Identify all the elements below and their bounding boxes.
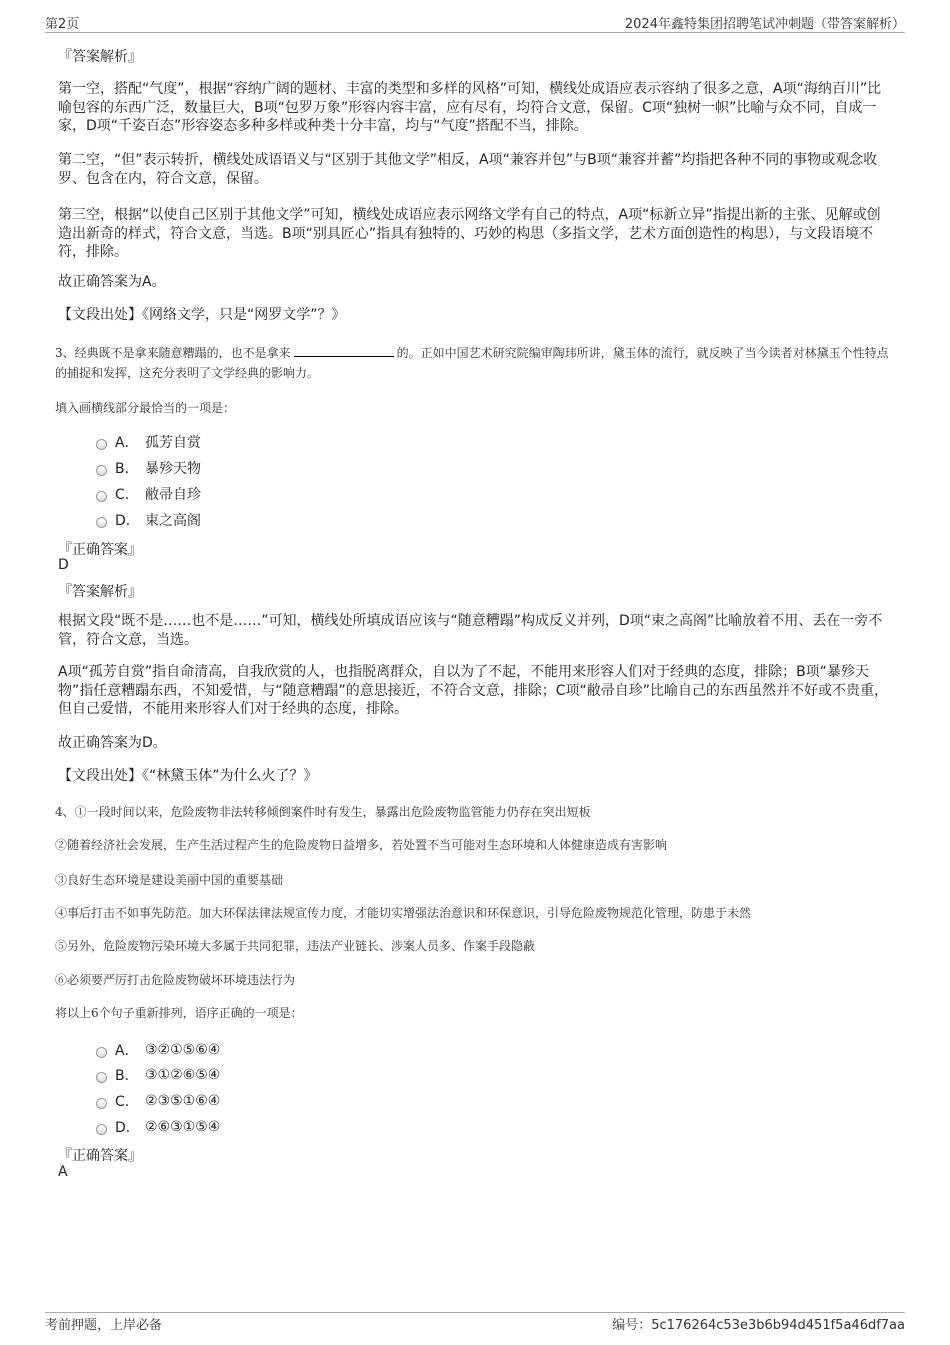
option-text: ②⑥③①⑤④ — [145, 1119, 221, 1135]
q3-option-c[interactable] — [96, 484, 201, 504]
option-letter: D． — [115, 1120, 140, 1136]
option-text: ③②①⑤⑥④ — [145, 1042, 221, 1058]
radio-icon[interactable] — [96, 465, 107, 476]
option-text: ③①②⑥⑤④ — [145, 1067, 221, 1083]
option-letter: C． — [115, 487, 139, 503]
document-code — [612, 1314, 905, 1333]
radio-icon[interactable] — [96, 517, 107, 528]
q3-option-a[interactable] — [96, 432, 201, 452]
option-text: ②③⑤①⑥④ — [145, 1093, 221, 1109]
q4-option-c[interactable] — [96, 1091, 220, 1111]
header-divider — [45, 32, 905, 33]
option-text: 束之高阁 — [145, 513, 201, 529]
answer-conclusion: 故正确答案为D。 — [58, 735, 167, 751]
source-citation: 【文段出处】《网络文学，只是“网罗文学”？》 — [58, 307, 346, 323]
option-letter: A． — [115, 435, 139, 451]
page-number: 第2页 — [45, 17, 80, 32]
q4-sentence: ⑥必须要严厉打击危险废物破坏环境违法行为 — [55, 973, 296, 987]
q4-sentence: ③良好生态环境是建设美丽中国的重要基础 — [55, 873, 284, 887]
option-letter: A． — [115, 1043, 139, 1059]
source-citation: 【文段出处】《“林黛玉体”为什么火了？》 — [58, 768, 318, 784]
analysis-paragraph: A项“孤芳自赏”指自命清高，自我欣赏的人，也指脱离群众，自以为了不起，不能用来形容人们对于经典的态度，排除；B项“暴殄天物”指任意糟蹋东西，不知爱惜，与“随意糟蹋”的意思接近，不符合文意，排除；C项“敝帚自珍”比喻自己的东西虽然并不好或不贵重，但自己爱惜，不能用来形容人们对于经典的态度，排除。 — [58, 664, 889, 717]
analysis-heading: 『答案解析』 — [58, 49, 142, 65]
option-text: 孤芳自赏 — [145, 435, 201, 451]
q4-sentence: 4、①一段时间以来，危险废物非法转移倾倒案件时有发生，暴露出危险废物监管能力仍存在突出短板 — [55, 805, 591, 819]
correct-answer-heading: 『正确答案』 — [58, 1148, 142, 1164]
option-text: 敝帚自珍 — [145, 487, 201, 503]
document-title: 2024年鑫特集团招聘笔试冲刺题（带答案解析） — [624, 17, 905, 32]
question-3-prompt: 填入画横线部分最恰当的一项是： — [55, 401, 236, 415]
option-text: 暴殄天物 — [145, 461, 201, 477]
q4-option-d[interactable] — [96, 1117, 220, 1137]
q4-option-b[interactable] — [96, 1065, 220, 1085]
radio-icon[interactable] — [96, 439, 107, 450]
analysis-paragraph: 第一空，搭配“气度”，根据“容纳广阔的题材、丰富的类型和多样的风格”可知，横线处成语应表示容纳了很多之意，A项“海纳百川”比喻包容的东西广泛，数量巨大，B项“包罗万象”形容内容丰富，应有尽有，均符合文意，保留。C项“独树一帜”比喻与众不同，自成一家，D项“千姿百态”形容姿态多种多样或种类十分丰富，均与“气度”搭配不当，排除。 — [58, 81, 882, 134]
option-letter: C． — [115, 1094, 139, 1110]
correct-answer: A — [58, 1164, 68, 1180]
code-label: 编号： — [612, 1318, 652, 1333]
radio-icon[interactable] — [96, 1047, 107, 1058]
analysis-paragraph: 第二空，“但”表示转折，横线处成语语义与“区别于其他文学”相反，A项“兼容并包”与B项“兼容并蓄”均指把各种不同的事物或观念收罗、包含在内，符合文意，保留。 — [58, 152, 878, 187]
q4-sentence: ⑤另外，危险废物污染环境大多属于共同犯罪，违法产业链长、涉案人员多、作案手段隐蔽 — [55, 939, 536, 953]
correct-answer: D — [58, 557, 69, 573]
radio-icon[interactable] — [96, 491, 107, 502]
footer-slogan: 考前押题，上岸必备 — [45, 1318, 163, 1333]
radio-icon[interactable] — [96, 1098, 107, 1109]
q4-option-a[interactable] — [96, 1040, 220, 1060]
option-letter: B． — [115, 461, 139, 477]
question-4-prompt: 将以上6个句子重新排列，语序正确的一项是： — [55, 1006, 303, 1020]
stem-text: 的。正如中国艺术研究院编审陶玮所讲，黛玉体的流行，就反映了当今读者对林黛玉个性特点的捕捉和发挥，这充分表明了文学经典的影响力。 — [55, 346, 889, 380]
stem-text: 3、经典既不是拿来随意糟蹋的，也不是拿来 — [55, 346, 291, 360]
q3-option-d[interactable] — [96, 510, 201, 530]
q4-sentence: ④事后打击不如事先防范。加大环保法律法规宣传力度，才能切实增强法治意识和环保意识，引导危险废物规范化管理，防患于未然 — [55, 906, 752, 920]
analysis-paragraph: 第三空，根据“以使自己区别于其他文学”可知，横线处成语应表示网络文学有自己的特点，A项“标新立异”指提出新的主张、见解或创造出新奇的样式，符合文意，当选。B项“别具匠心”指具有独特的、巧妙的构思（多指文学，艺术方面创造性的构思），与文段语境不符，排除。 — [58, 207, 881, 260]
correct-answer-heading: 『正确答案』 — [58, 542, 142, 558]
question-3-stem — [55, 343, 895, 383]
answer-conclusion: 故正确答案为A。 — [58, 274, 166, 290]
analysis-paragraph: 根据文段“既不是……也不是……”可知，横线处所填成语应该与“随意糟蹋”构成反义并列，D项“束之高阁”比喻放着不用、丢在一旁不管，符合文意，当选。 — [58, 613, 883, 648]
fill-blank — [294, 345, 394, 357]
analysis-heading: 『答案解析』 — [58, 584, 142, 600]
q3-option-b[interactable] — [96, 458, 201, 478]
option-letter: D． — [115, 513, 140, 529]
radio-icon[interactable] — [96, 1072, 107, 1083]
q4-sentence: ②随着经济社会发展，生产生活过程产生的危险废物日益增多，若处置不当可能对生态环境和人体健康造成有害影响 — [55, 838, 668, 852]
footer-divider — [45, 1312, 905, 1313]
option-letter: B． — [115, 1068, 139, 1084]
radio-icon[interactable] — [96, 1124, 107, 1135]
code-value: 5c176264c53e3b6b94d451f5a46df7aa — [651, 1318, 905, 1333]
